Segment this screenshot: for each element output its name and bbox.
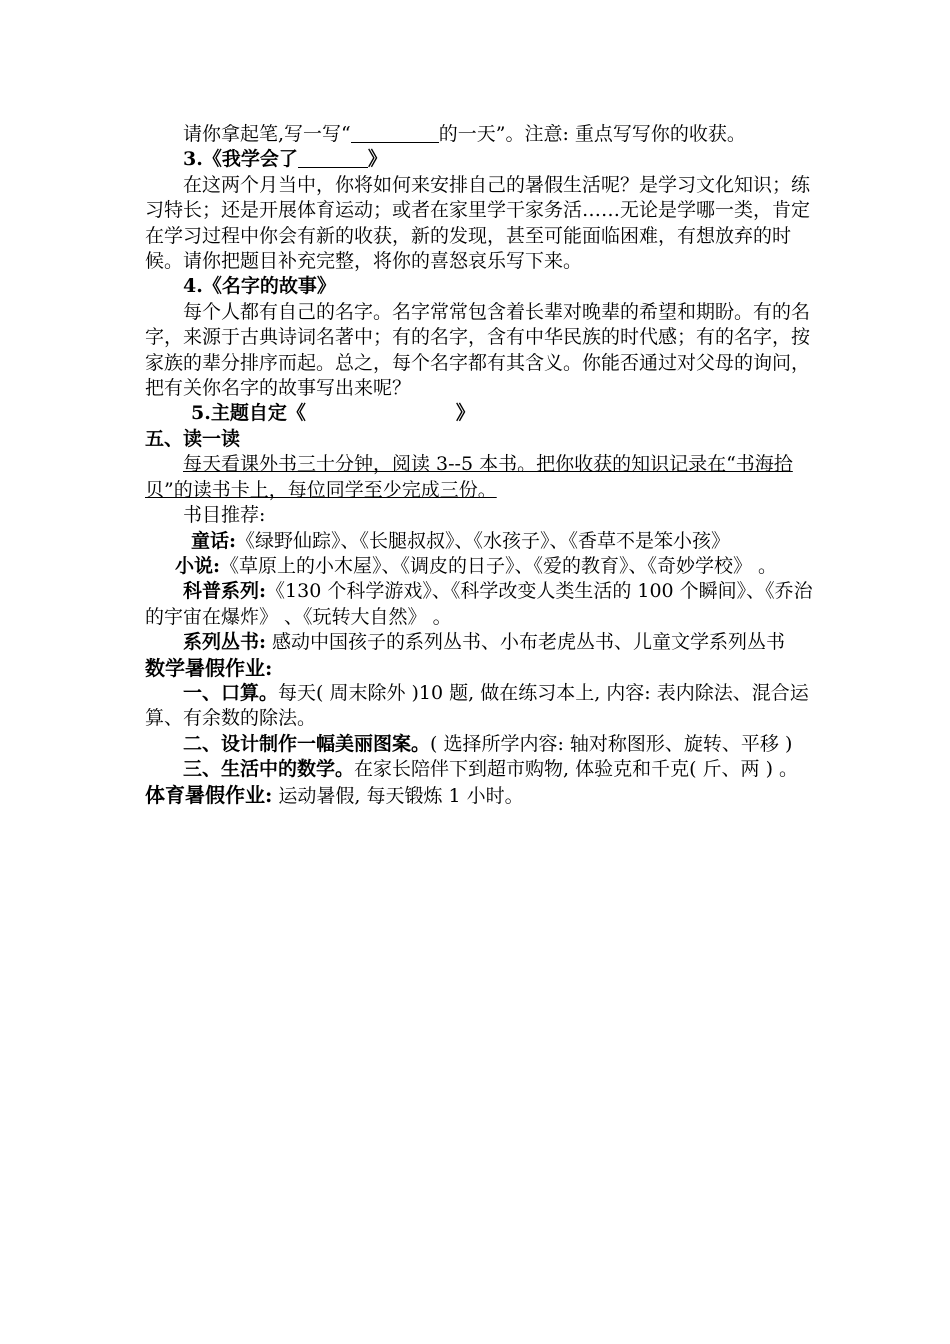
intro-text-after: 的一天”。注意: 重点写写你的收获。 xyxy=(438,123,746,145)
category-books: 感动中国孩子的系列丛书、小布老虎丛书、儿童文学系列丛书 xyxy=(266,631,786,654)
pe-homework xyxy=(145,783,815,809)
item5-title-before: 5.主题自定《 xyxy=(191,402,306,425)
category-books: 《草原上的小木屋》、《调皮的日子》、《爱的教育》、《奇妙学校》 。 xyxy=(220,554,778,577)
item3-title-after: 》 xyxy=(367,148,387,171)
math-item-text: 每天( 周末除外 )10 题, 做在练习本上, 内容: 表内除法、混合运算、有余数的除法。 xyxy=(145,681,809,730)
category-label: 科普系列: xyxy=(183,580,267,603)
item3-title-before: 3.《我学会了 xyxy=(183,148,298,171)
category-books: 《130 个科学游戏》、《科学改变人类生活的 100 个瞬间》、《乔治的宇宙在爆炸》 、《玩转大自然》 。 xyxy=(145,580,813,628)
category-label: 童话: xyxy=(191,529,237,552)
book-category-novels xyxy=(145,554,815,579)
reading-heading: 五、读一读 xyxy=(145,427,241,450)
math-item-text: 在家长陪伴下到超市购物, 体验克和千克( 斤、两 ) 。 xyxy=(354,758,799,781)
item4-title: 4.《名字的故事》 xyxy=(183,275,336,298)
math-item-mental xyxy=(145,681,815,732)
writing-intro xyxy=(145,122,815,147)
book-recommend-label: 书目推荐: xyxy=(183,504,266,527)
item5-title xyxy=(145,401,815,426)
pe-heading: 体育暑假作业: xyxy=(145,782,273,807)
item3-title xyxy=(145,147,815,172)
math-heading: 数学暑假作业: xyxy=(145,655,273,680)
document-body xyxy=(145,122,815,809)
book-category-science xyxy=(145,579,815,630)
math-item-text: ( 选择所学内容: 轴对称图形、旋转、平移 ) xyxy=(430,732,793,755)
math-item-label: 一、口算。 xyxy=(183,681,279,704)
reading-instruction: 每天看课外书三十分钟，阅读 3--5 本书。把你收获的知识记录在“书海拾贝”的读书卡上，每位同学至少完成三份。 xyxy=(145,453,793,501)
fill-blank xyxy=(298,149,368,168)
category-label: 系列丛书: xyxy=(183,631,267,654)
category-books: 《绿野仙踪》、《长腿叔叔》、《水孩子》、《香草不是笨小孩》 xyxy=(236,529,731,552)
book-category-series xyxy=(145,630,815,655)
math-item-label: 三、生活中的数学。 xyxy=(183,758,355,781)
math-item-design xyxy=(145,732,815,757)
pe-text: 运动暑假, 每天锻炼 1 小时。 xyxy=(272,784,524,807)
fill-blank xyxy=(351,124,439,143)
math-item-label: 二、设计制作一幅美丽图案。 xyxy=(183,732,431,755)
item5-title-after: 》 xyxy=(455,402,475,425)
item4-body: 每个人都有自己的名字。名字常常包含着长辈对晚辈的希望和期盼。有的名字，来源于古典诗词名著中；有的名字，含有中华民族的时代感；有的名字，按家族的辈分排序而起。总之，每个名字都有其含义。你能否通过对父母的询问，把有关你名字的故事写出来呢？ xyxy=(145,300,811,400)
book-category-fairy-tales xyxy=(145,529,815,554)
item3-body: 在这两个月当中，你将如何来安排自己的暑假生活呢？是学习文化知识；练习特长；还是开展体育运动；或者在家里学干家务活……无论是学哪一类，肯定在学习过程中你会有新的收获，新的发现，甚至可能面临困难，有想放弃的时候。请你把题目补充完整，将你的喜怒哀乐写下来。 xyxy=(145,173,811,273)
math-item-life xyxy=(145,757,815,782)
category-label: 小说: xyxy=(175,554,221,577)
intro-text-before: 请你拿起笔,写一写“ xyxy=(183,123,351,145)
